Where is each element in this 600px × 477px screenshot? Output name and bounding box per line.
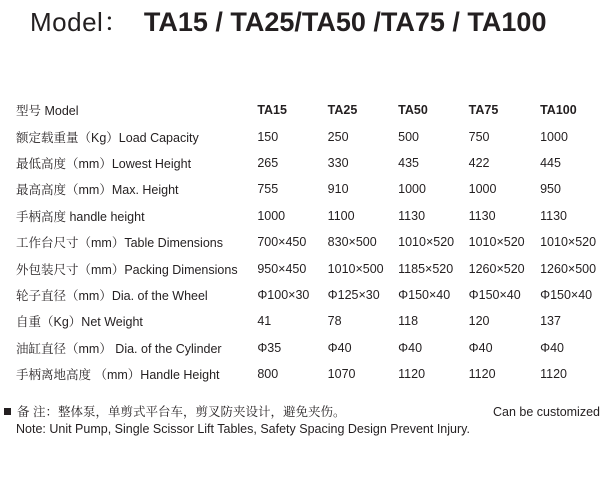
table-cell: 910 (327, 182, 349, 197)
note-english: Note: Unit Pump, Single Scissor Lift Tables, Safety Spacing Design Prevent Injury. (16, 422, 470, 436)
table-row (16, 282, 600, 308)
row-label: 最高高度（mm）Max. Height (16, 183, 179, 198)
note-chinese: 备 注：整体泵，单剪式平台车，剪叉防夹设计，避免夹伤。 (17, 405, 346, 419)
table-cell: Φ40 (327, 340, 352, 355)
note-chinese-line (4, 404, 345, 421)
table-cell: Φ40 (468, 340, 493, 355)
table-cell: 1120 (398, 367, 426, 382)
table-cell: Φ150×40 (540, 287, 593, 302)
table-cell: 1100 (327, 208, 355, 223)
table-cell: 137 (540, 314, 561, 329)
header-model: TA100 (540, 103, 577, 118)
table-cell: 700×450 (257, 235, 307, 250)
table-cell: 422 (468, 155, 490, 170)
table-cell: 755 (257, 182, 279, 197)
table-cell: 330 (327, 155, 349, 170)
table-cell: 120 (468, 314, 490, 329)
table-row (16, 308, 600, 334)
row-label: 最低高度（mm）Lowest Height (16, 156, 192, 171)
table-cell: 445 (540, 155, 561, 170)
table-cell: Φ125×30 (327, 287, 380, 302)
table-header-row (16, 97, 600, 123)
model-prefix: Model： (30, 7, 130, 37)
table-cell: 1000 (540, 129, 568, 144)
header-model: TA50 (398, 103, 428, 118)
customized-note: Can be customized (492, 405, 600, 419)
row-label: 外包装尺寸（mm）Packing Dimensions (16, 262, 238, 277)
model-list: TA15 / TA25/TA50 /TA75 / TA100 (143, 7, 547, 37)
table-cell: 750 (468, 129, 490, 144)
table-cell: 1010×520 (398, 235, 455, 250)
table-row (16, 335, 600, 361)
row-label: 轮子直径（mm）Dia. of the Wheel (16, 288, 208, 303)
row-label: 工作台尺寸（mm）Table Dimensions (16, 236, 223, 251)
row-label: 额定载重量（Kg）Load Capacity (16, 130, 199, 145)
table-cell: 830×500 (327, 235, 377, 250)
table-cell: 950 (540, 182, 561, 197)
table-cell: 1010×500 (327, 261, 384, 276)
square-bullet-icon (4, 408, 11, 415)
table-row (16, 255, 600, 281)
table-cell: 41 (257, 314, 272, 329)
table-row (16, 176, 600, 202)
table-cell: Φ150×40 (398, 287, 451, 302)
table-cell: 1120 (540, 367, 567, 382)
row-label: 油缸直径（mm） Dia. of the Cylinder (16, 341, 222, 356)
table-cell: 1260×500 (540, 261, 597, 276)
table-cell: 1120 (468, 367, 496, 382)
table-row (16, 361, 600, 387)
table-row (16, 123, 600, 149)
table-cell: 1260×520 (468, 261, 525, 276)
table-cell: 1000 (468, 182, 497, 197)
row-label: 手柄离地高度 （mm）Handle Height (16, 368, 220, 383)
table-cell: 1130 (468, 208, 496, 223)
header-model: TA25 (327, 103, 358, 118)
header-model: TA75 (468, 103, 499, 118)
page-title (30, 4, 546, 40)
table-cell: 250 (327, 129, 349, 144)
table-row (16, 203, 600, 229)
table-cell: Φ40 (398, 340, 423, 355)
row-label: 手柄高度 handle height (16, 209, 145, 224)
table-cell: 1185×520 (398, 261, 454, 276)
table-cell: 435 (398, 155, 420, 170)
table-cell: 1070 (327, 367, 356, 382)
row-label: 自重（Kg）Net Weight (16, 315, 143, 330)
table-cell: Φ40 (540, 340, 564, 355)
table-cell: 500 (398, 129, 420, 144)
header-model: TA15 (257, 103, 287, 118)
table-row (16, 229, 600, 255)
header-label: 型号 Model (16, 104, 79, 119)
table-cell: 78 (327, 314, 342, 329)
table-cell: 1010×520 (540, 235, 597, 250)
table-cell: 1000 (398, 182, 426, 197)
table-cell: 950×450 (257, 261, 307, 276)
table-cell: 265 (257, 155, 279, 170)
table-cell: 800 (257, 367, 279, 382)
table-cell: 150 (257, 129, 279, 144)
table-cell: 1130 (398, 208, 426, 223)
table-cell: Φ35 (257, 340, 282, 355)
spec-table (16, 97, 600, 387)
table-row (16, 150, 600, 176)
table-cell: Φ100×30 (257, 287, 310, 302)
table-cell: 1010×520 (468, 235, 525, 250)
table-cell: 1000 (257, 208, 286, 223)
table-cell: 1130 (540, 208, 567, 223)
table-cell: 118 (398, 314, 419, 329)
table-cell: Φ150×40 (468, 287, 521, 302)
